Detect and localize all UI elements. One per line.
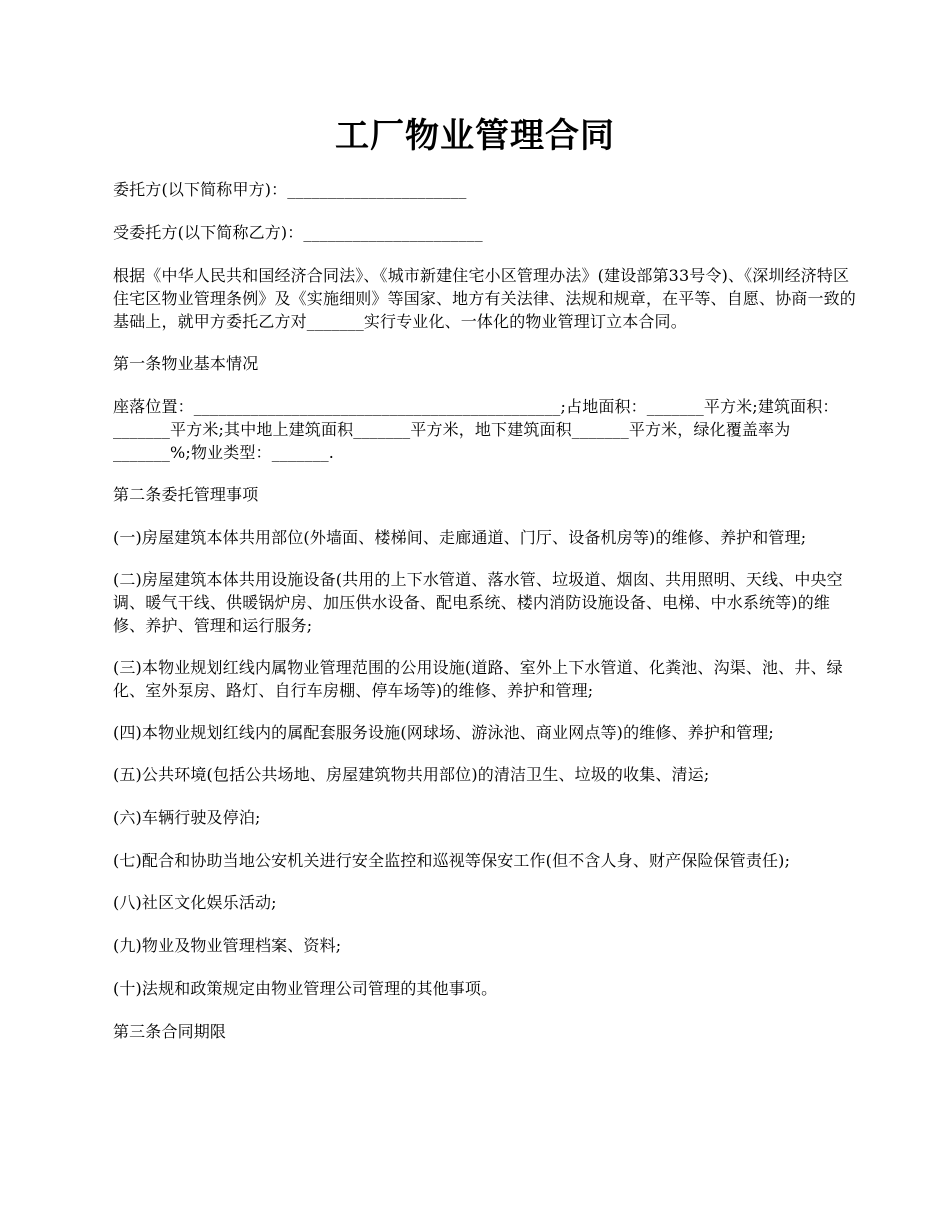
item-1: (一)房屋建筑本体共用部位(外墙面、楼梯间、走廊通道、门厅、设备机房等)的维修、养护和管理; [113, 528, 807, 547]
item-7: (七)配合和协助当地公安机关进行安全监控和巡视等保安工作(但不含人身、财产保险保管责任); [113, 851, 791, 870]
item-6: (六)车辆行驶及停泊; [113, 808, 261, 827]
item-10: (十)法规和政策规定由物业管理公司管理的其他事项。 [113, 979, 498, 998]
document-title: 工厂物业管理合同 [335, 116, 615, 156]
party-b-line: 受委托方(以下简称乙方)：______________________ [113, 223, 483, 242]
item-5: (五)公共环境(包括公共场地、房屋建筑物共用部位)的清洁卫生、垃圾的收集、清运; [113, 765, 710, 784]
document-body [113, 178, 857, 1063]
item-2: (二)房屋建筑本体共用设施设备(共用的上下水管道、落水管、垃圾道、烟囱、共用照明、天线、中央空调、暖气干线、供暖锅炉房、加压供水设备、配电系统、楼内消防设施设备、电梯、中水系统等)的维修、养护、管理和运行服务; [113, 570, 843, 635]
item-3: (三)本物业规划红线内属物业管理范围的公用设施(道路、室外上下水管道、化粪池、沟渠、池、井、绿化、室外泵房、路灯、自行车房棚、停车场等)的维修、养护和管理; [113, 658, 843, 700]
preamble-paragraph: 根据《中华人民共和国经济合同法》、《城市新建住宅小区管理办法》(建设部第33号令)、《深圳经济特区住宅区物业管理条例》及《实施细则》等国家、地方有关法律、法规和规章，在平等、自愿、协商一致的基础上，就甲方委托乙方对_______实行专业化、一体化的物业管理订立本合同。 [113, 266, 856, 331]
property-info-paragraph: 座落位置：_____________________________________________;占地面积：_______平方米;建筑面积：_______平方米;其中地上建筑面积_______平方米，地下建筑面积_______平方米，绿化覆盖率为_______%;物业类型：_______. [113, 397, 839, 462]
item-4: (四)本物业规划红线内的属配套服务设施(网球场、游泳池、商业网点等)的维修、养护和管理; [113, 723, 774, 742]
item-9: (九)物业及物业管理档案、资料; [113, 936, 342, 955]
item-8: (八)社区文化娱乐活动; [113, 893, 277, 912]
article-3-heading: 第三条合同期限 [113, 1022, 227, 1041]
party-a-line: 委托方(以下简称甲方)：______________________ [113, 180, 467, 199]
article-2-heading: 第二条委托管理事项 [113, 485, 259, 504]
article-1-heading: 第一条物业基本情况 [113, 354, 259, 373]
